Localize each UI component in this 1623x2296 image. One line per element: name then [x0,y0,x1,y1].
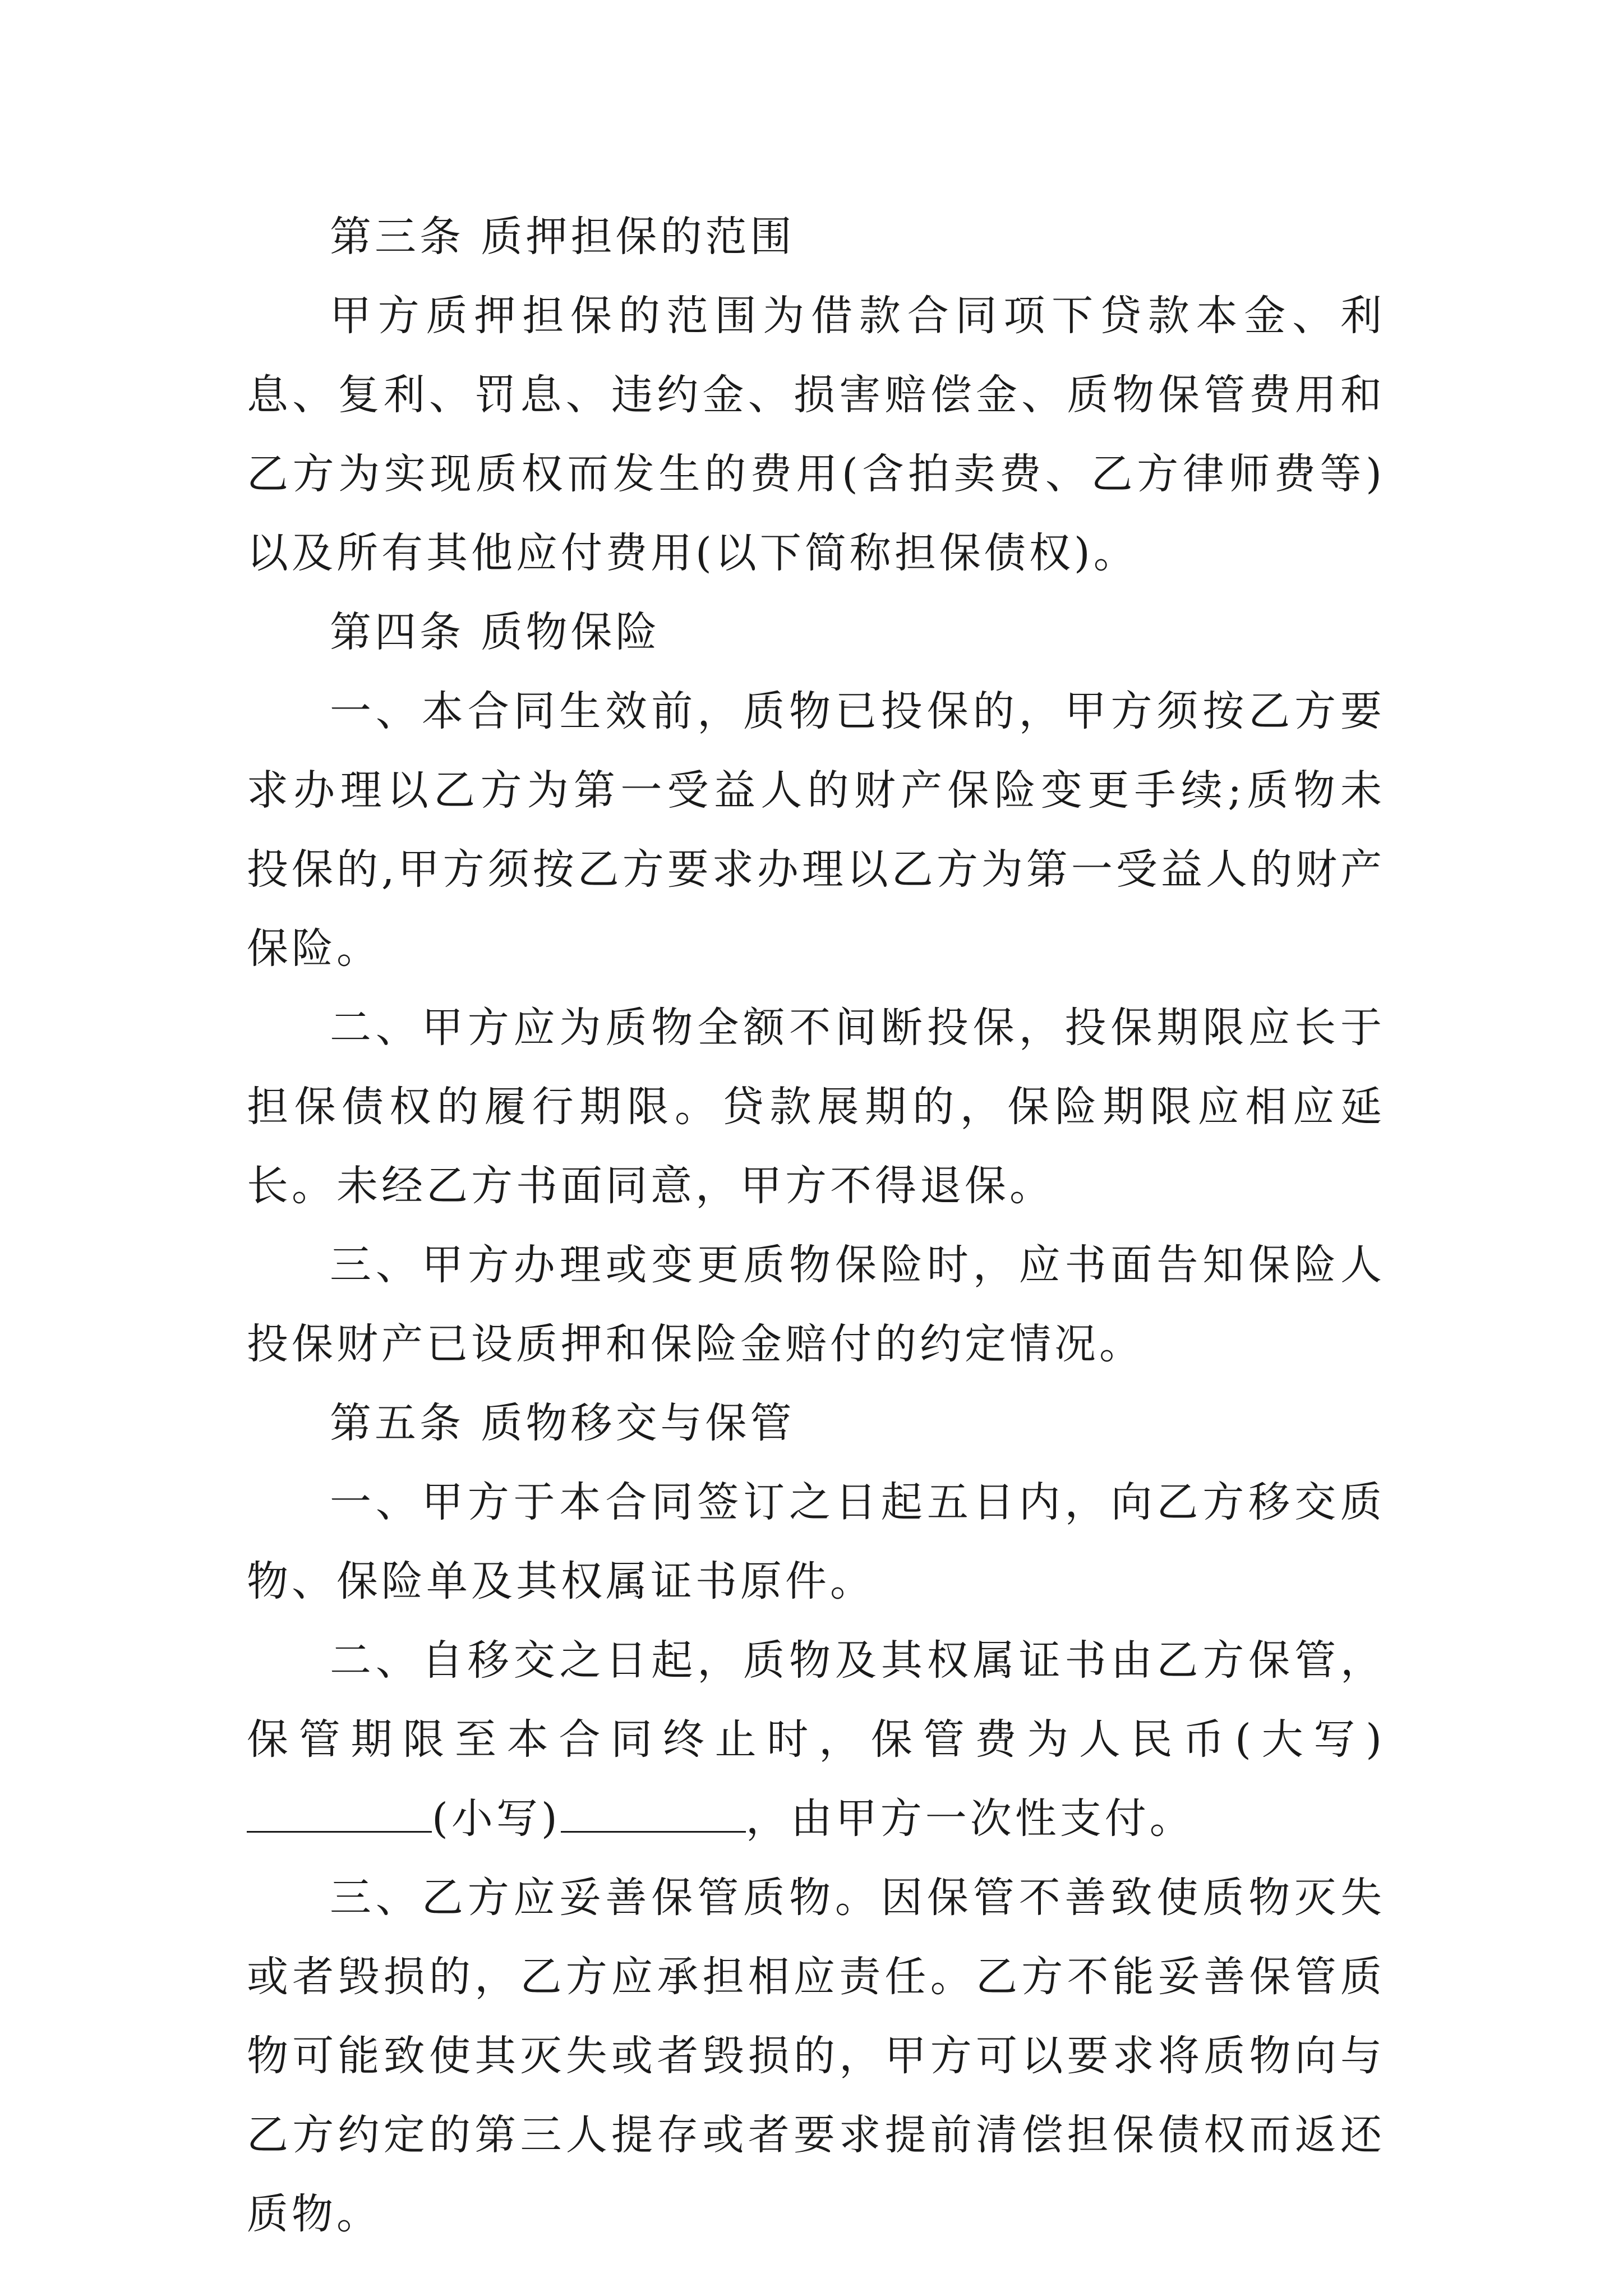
article-5-paragraph-2-text-start: 二、自移交之日起，质物及其权属证书由乙方保管，保管期限至本合同终止时，保管费为人民币(大写) [247,1636,1385,1764]
article-4-paragraph-1: 一、本合同生效前，质物已投保的，甲方须按乙方要求办理以乙方为第一受益人的财产保险变更手续;质物未投保的,甲方须按乙方要求办理以乙方为第一受益人的财产保险。 [247,687,1385,973]
fee-lowercase-blank [561,1797,746,1833]
article-5-heading: 第五条 质物移交与保管 [330,1399,795,1447]
article-4-heading: 第四条 质物保险 [330,608,661,656]
article-4-paragraph-2: 二、甲方应为质物全额不间断投保，投保期限应长于担保债权的履行期限。贷款展期的，保险期限应相应延长。未经乙方书面同意，甲方不得退保。 [247,1004,1385,1210]
article-5-paragraph-2 [247,1621,1385,1858]
article-4-paragraph-3: 三、甲方办理或变更质物保险时，应书面告知保险人投保财产已设质押和保险金赔付的约定情况。 [247,1241,1385,1368]
article-5-paragraph-3: 三、乙方应妥善保管质物。因保管不善致使质物灭失或者毁损的，乙方应承担相应责任。乙方不能妥善保管质物可能致使其灭失或者毁损的，甲方可以要求将质物向与乙方约定的第三人提存或者要求提前清偿担保债权而返还质物。 [247,1874,1385,2238]
article-5-paragraph-2-text-end: ，由甲方一次性支付。 [745,1795,1195,1843]
document-body [247,197,1385,2254]
article-5-paragraph-1: 一、甲方于本合同签订之日起五日内，向乙方移交质物、保险单及其权属证书原件。 [247,1478,1385,1605]
article-3-paragraph-1: 甲方质押担保的范围为借款合同项下贷款本金、利息、复利、罚息、违约金、损害赔偿金、质物保管费用和乙方为实现质权而发生的费用(含拍卖费、乙方律师费等)以及所有其他应付费用(以下简称担保债权)。 [247,292,1385,577]
article-3-heading: 第三条 质押担保的范围 [330,213,795,261]
fee-uppercase-blank [247,1797,432,1833]
article-5-paragraph-2-text-middle: (小写) [432,1795,561,1843]
